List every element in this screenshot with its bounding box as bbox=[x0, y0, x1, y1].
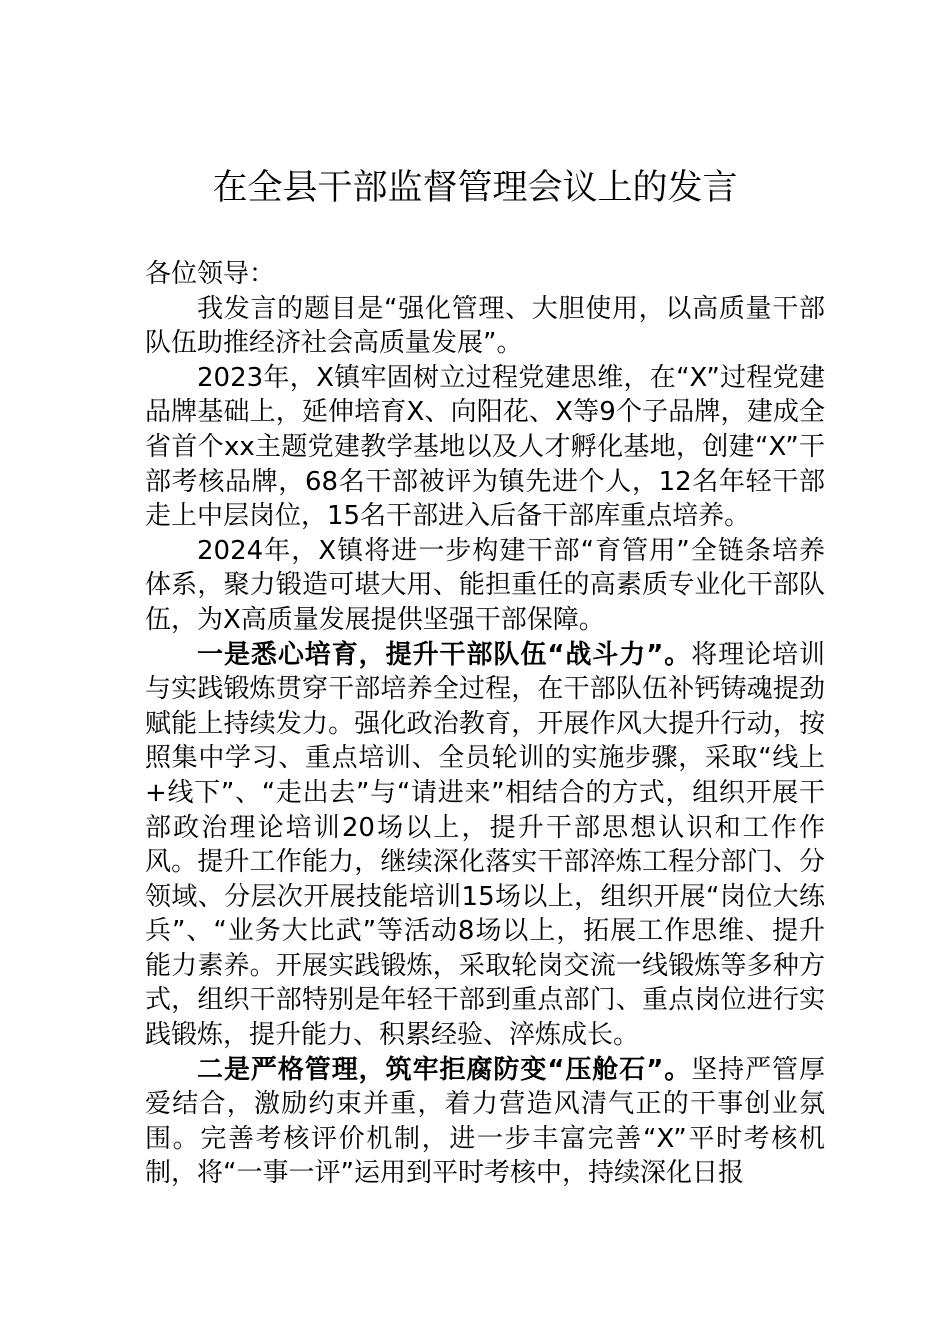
paragraph-2023-summary bbox=[145, 361, 825, 534]
paragraph-text: 2023年，X镇牢固树立过程党建思维，在“X”过程党建品牌基础上，延伸培育X、向阳花、X等9个子品牌，建成全省首个xx主题党建教学基地以及人才孵化基地，创建“X”干部考核品牌，68名干部被评为镇先进个人，12名年轻干部走上中层岗位，15名干部进入后备干部库重点培养。 bbox=[145, 362, 825, 532]
paragraph-cultivation bbox=[145, 638, 825, 1053]
paragraph-text: 将理论培训与实践锻炼贯穿干部培养全过程，在干部队伍补钙铸魂提劲赋能上持续发力。强化政治教育，开展作风大提升行动，按照集中学习、重点培训、全员轮训的实施步骤，采取“线上+线下”、“走出去”与“请进来”相结合的方式，组织开展干部政治理论培训20场以上，提升干部思想认识和工作作风。提升工作能力，继续深化落实干部淬炼工程分部门、分领域、分层次开展技能培训15场以上，组织开展“岗位大练兵”、“业务大比武”等活动8场以上，拓展工作思维、提升能力素养。开展实践锻炼，采取轮岗交流一线锻炼等多种方式，组织干部特别是年轻干部到重点部门、重点岗位进行实践锻炼，提升能力、积累经验、淬炼成长。 bbox=[145, 639, 825, 1051]
paragraph-topic bbox=[145, 292, 825, 361]
paragraph-lead-heading: 一是悉心培育，提升干部队伍“战斗力”。 bbox=[197, 639, 692, 670]
paragraph-text: 我发言的题目是“强化管理、大胆使用，以高质量干部队伍助推经济社会高质量发展”。 bbox=[145, 293, 825, 359]
paragraph-2024-plan bbox=[145, 534, 825, 638]
document-title: 在全县干部监督管理会议上的发言 bbox=[212, 168, 738, 208]
salutation: 各位领导： bbox=[145, 259, 276, 289]
paragraph-management bbox=[145, 1053, 825, 1191]
document-body bbox=[145, 257, 825, 1191]
paragraph-text: 坚持严管厚爱结合，激励约束并重，着力营造风清气正的干事创业氛围。完善考核评价机制，进一步丰富完善“X”平时考核机制，将“一事一评”运用到平时考核中，持续深化日报 bbox=[145, 1054, 825, 1189]
paragraph-text: 2024年，X镇将进一步构建干部“育管用”全链条培养体系，聚力锻造可堪大用、能担重任的高素质专业化干部队伍，为X高质量发展提供坚强干部保障。 bbox=[145, 535, 825, 635]
paragraph-lead-heading: 二是严格管理，筑牢拒腐防变“压舱石”。 bbox=[197, 1054, 692, 1085]
